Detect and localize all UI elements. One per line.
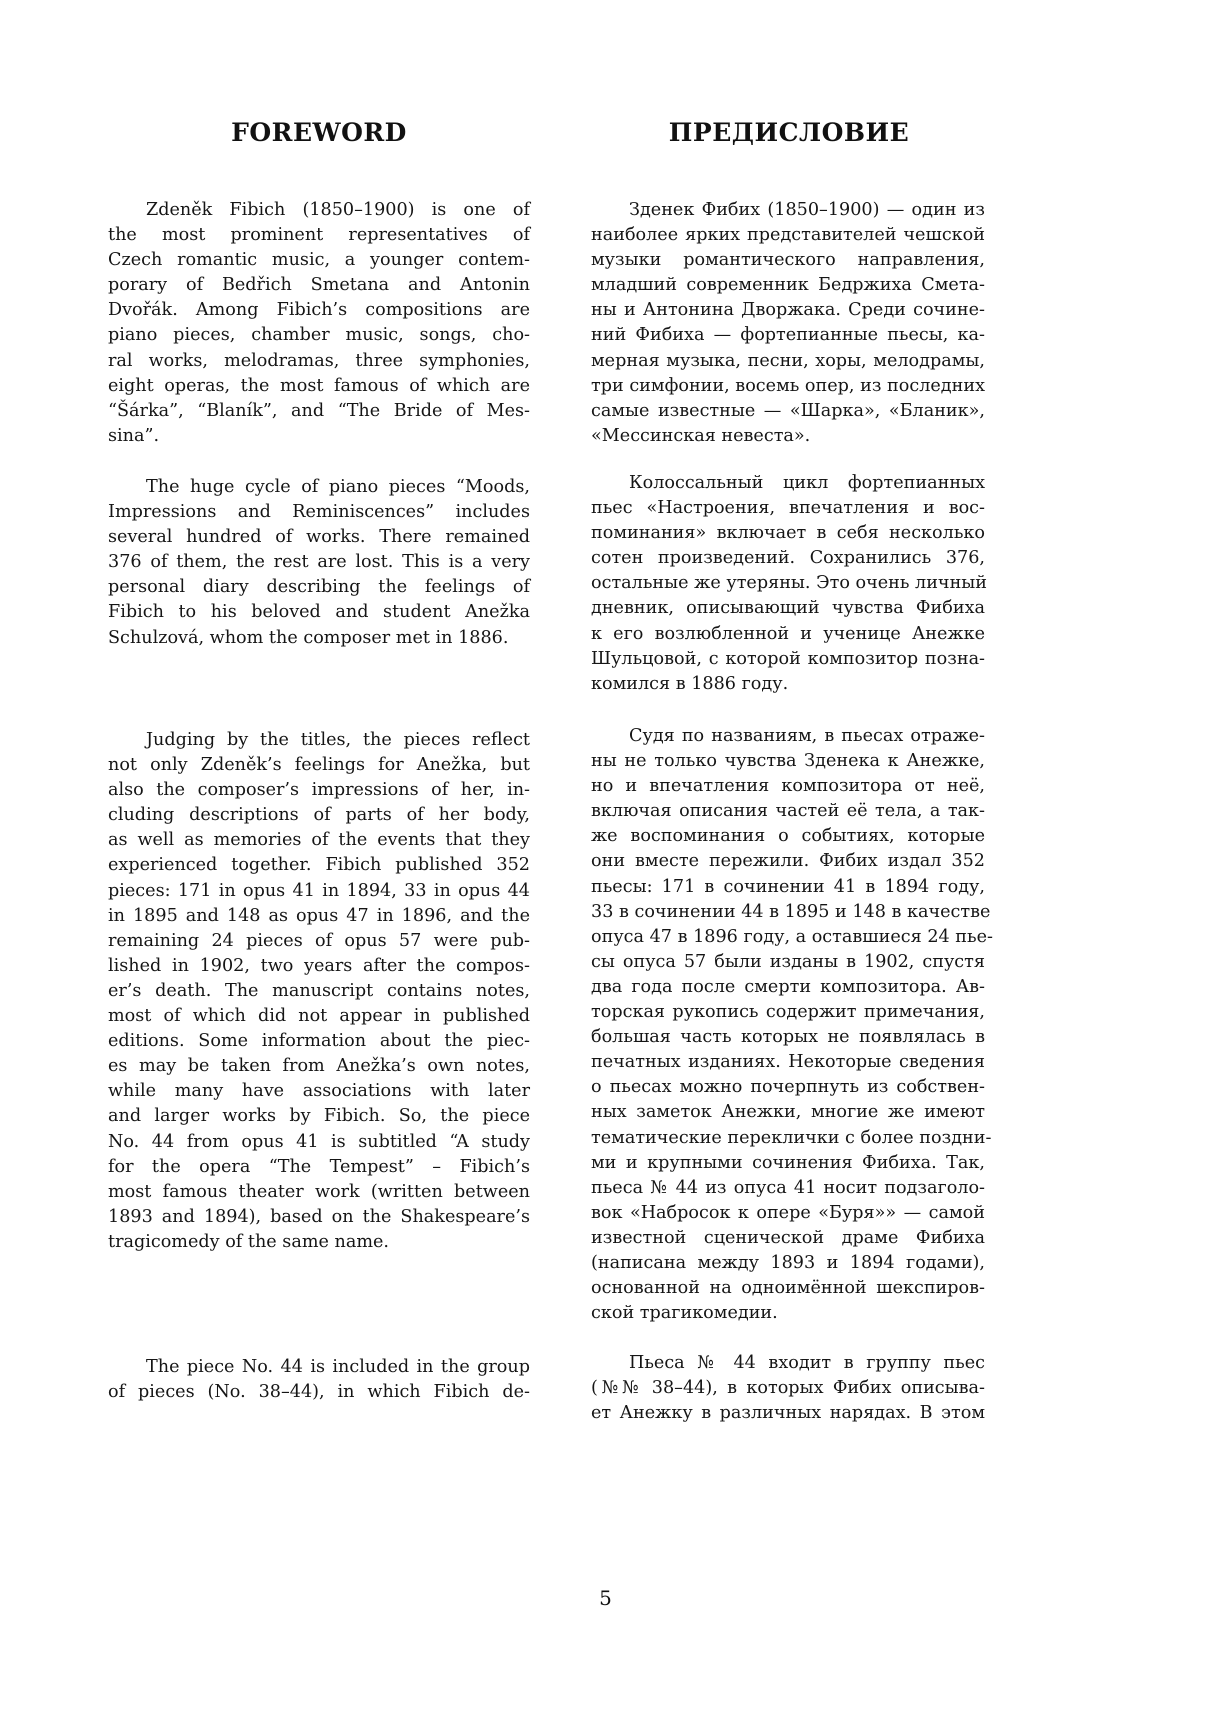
- text-line: Impressions and Reminiscences” includes: [108, 502, 530, 523]
- text-line: большая часть которых не появлялась в: [591, 1027, 985, 1048]
- text-line: 33 в сочинении 44 в 1895 и 148 в качестве: [591, 901, 991, 922]
- text-line: ral works, melodramas, three symphonies,: [108, 350, 530, 371]
- text-line: es may be taken from Anežka’s own notes,: [108, 1056, 530, 1077]
- text-line: ми и крупными сочинения Фибиха. Так,: [591, 1152, 985, 1173]
- text-line: ний Фибиха — фортепианные пьесы, ка-: [591, 325, 985, 346]
- text-line: porary of Bedřich Smetana and Antonin: [108, 275, 530, 296]
- text-line: “Šárka”, “Blaník”, and “The Bride of Mes-: [108, 400, 530, 421]
- text-line: комился в 1886 году.: [591, 673, 789, 694]
- text-line: most of which did not appear in published: [108, 1006, 530, 1027]
- russian-paragraph-3: [591, 724, 993, 1326]
- text-line: опуса 47 в 1896 году, а оставшиеся 24 пье-: [591, 926, 993, 947]
- text-line: вок «Набросок к опере «Буря»» — самой: [591, 1202, 985, 1223]
- page-number: 5: [599, 1586, 612, 1610]
- text-line: остальные же утеряны. Это очень личный: [591, 573, 988, 594]
- text-line: два года после смерти композитора. Ав-: [591, 976, 985, 997]
- text-line: они вместе пережили. Фибих издал 352: [591, 851, 985, 872]
- text-line: and larger works by Fibich. So, the piece: [108, 1106, 530, 1127]
- text-line: several hundred of works. There remained: [108, 527, 530, 548]
- text-line: tragicomedy of the same name.: [108, 1231, 390, 1252]
- text-line: же воспоминания о событиях, которые: [591, 826, 985, 847]
- text-line: remaining 24 pieces of opus 57 were pub-: [108, 930, 530, 951]
- text-line: sina”.: [108, 425, 160, 446]
- text-line: Колоссальный цикл фортепианных: [629, 473, 985, 493]
- english-paragraph-2: [108, 475, 530, 651]
- text-line: most famous theater work (written between: [108, 1181, 530, 1202]
- text-line: Zdeněk Fibich (1850–1900) is one of: [146, 200, 530, 220]
- text-line: известной сценической драме Фибиха: [591, 1227, 985, 1248]
- text-line: основанной на одноимённой шекспиров-: [591, 1278, 985, 1299]
- text-line: торская рукопись содержит примечания,: [591, 1002, 985, 1023]
- text-line: «Мессинская невеста».: [591, 425, 811, 446]
- text-line: lished in 1902, two years after the compos-: [108, 955, 530, 976]
- text-line: while many have associations with later: [108, 1081, 530, 1102]
- text-line: Зденек Фибих (1850–1900) — один из: [629, 200, 985, 220]
- text-line: пьеса № 44 из опуса 41 носит подзаголо-: [591, 1177, 985, 1198]
- text-line: Judging by the titles, the pieces reflect: [146, 730, 530, 750]
- text-line: Dvořák. Among Fibich’s compositions are: [108, 300, 530, 321]
- text-line: experienced together. Fibich published 352: [108, 855, 530, 876]
- text-line: ской трагикомедии.: [591, 1303, 778, 1324]
- text-line: Пьеса № 44 входит в группу пьес: [629, 1353, 985, 1373]
- english-paragraph-3: [108, 728, 530, 1255]
- text-line: er’s death. The manuscript contains notes,: [108, 980, 530, 1001]
- text-line: of pieces (No. 38–44), in which Fibich de-: [108, 1382, 530, 1403]
- text-line: включая описания частей её тела, а так-: [591, 801, 985, 822]
- text-line: in 1895 and 148 as opus 47 in 1896, and the: [108, 905, 530, 926]
- text-line: The huge cycle of piano pieces “Moods,: [146, 477, 530, 497]
- text-line: наиболее ярких представителей чешской: [591, 225, 985, 246]
- text-line: сы опуса 57 были изданы в 1902, спустя: [591, 951, 985, 972]
- text-line: мерная музыка, песни, хоры, мелодрамы,: [591, 350, 985, 371]
- text-line: самые известные — «Шарка», «Бланик»,: [591, 400, 985, 421]
- russian-paragraph-4: [591, 1351, 985, 1426]
- text-line: not only Zdeněk’s feelings for Anežka, but: [108, 755, 530, 776]
- text-line: ет Анежку в различных нарядах. В этом: [591, 1403, 985, 1424]
- text-line: (написана между 1893 и 1894 годами),: [591, 1252, 985, 1273]
- text-line: also the composer’s impressions of her, in-: [108, 780, 530, 801]
- text-line: piano pieces, chamber music, songs, cho-: [108, 325, 530, 346]
- text-line: eight operas, the most famous of which are: [108, 375, 530, 396]
- text-line: 1893 and 1894), based on the Shakespeare’s: [108, 1206, 530, 1227]
- text-line: тематические переклички с более поздни-: [591, 1127, 992, 1148]
- text-line: сотен произведений. Сохранились 376,: [591, 548, 985, 569]
- text-line: Шульцовой, с которой композитор позна-: [591, 648, 985, 669]
- text-line: pieces: 171 in opus 41 in 1894, 33 in opus 44: [108, 880, 530, 901]
- text-line: the most prominent representatives of: [108, 225, 530, 246]
- text-line: к его возлюбленной и ученице Анежке: [591, 623, 985, 644]
- text-line: младший современник Бедржиха Смета-: [591, 275, 985, 296]
- text-line: ны и Антонина Дворжака. Среди сочине-: [591, 300, 985, 321]
- text-line: Fibich to his beloved and student Anežka: [108, 602, 530, 623]
- english-paragraph-1: [108, 198, 530, 449]
- text-line: пьес «Настроения, впечатления и вос-: [591, 498, 985, 519]
- russian-paragraph-1: [591, 198, 985, 449]
- text-line: ных заметок Анежки, многие же имеют: [591, 1102, 985, 1123]
- text-line: cluding descriptions of parts of her body,: [108, 805, 530, 826]
- text-line: personal diary describing the feelings of: [108, 577, 530, 598]
- english-paragraph-4: [108, 1355, 530, 1405]
- text-line: музыки романтического направления,: [591, 250, 985, 271]
- text-line: пьесы: 171 в сочинении 41 в 1894 году,: [591, 876, 985, 897]
- text-line: поминания» включает в себя несколько: [591, 523, 985, 544]
- text-line: дневник, описывающий чувства Фибиха: [591, 598, 985, 619]
- text-line: но и впечатления композитора от неё,: [591, 776, 985, 797]
- text-line: Судя по названиям, в пьесах отраже-: [629, 726, 985, 746]
- text-line: editions. Some information about the piec-: [108, 1031, 530, 1052]
- text-line: (№№ 38–44), в которых Фибих описыва-: [591, 1378, 985, 1399]
- text-line: as well as memories of the events that they: [108, 830, 530, 851]
- text-line: for the opera “The Tempest” – Fibich’s: [108, 1156, 530, 1177]
- text-line: три симфонии, восемь опер, из последних: [591, 375, 985, 396]
- text-line: Schulzová, whom the composer met in 1886.: [108, 627, 509, 648]
- text-line: Czech romantic music, a younger contem-: [108, 250, 530, 271]
- text-line: No. 44 from opus 41 is subtitled “A study: [108, 1131, 530, 1152]
- text-line: ны не только чувства Зденека к Анежке,: [591, 751, 985, 772]
- russian-paragraph-2: [591, 471, 988, 697]
- english-heading: FOREWORD: [231, 118, 407, 147]
- text-line: печатных изданиях. Некоторые сведения: [591, 1052, 985, 1073]
- text-line: 376 of them, the rest are lost. This is a very: [108, 552, 530, 573]
- text-line: The piece No. 44 is included in the group: [146, 1357, 530, 1377]
- russian-heading: ПРЕДИСЛОВИЕ: [668, 118, 910, 147]
- text-line: о пьесах можно почерпнуть из собствен-: [591, 1077, 985, 1098]
